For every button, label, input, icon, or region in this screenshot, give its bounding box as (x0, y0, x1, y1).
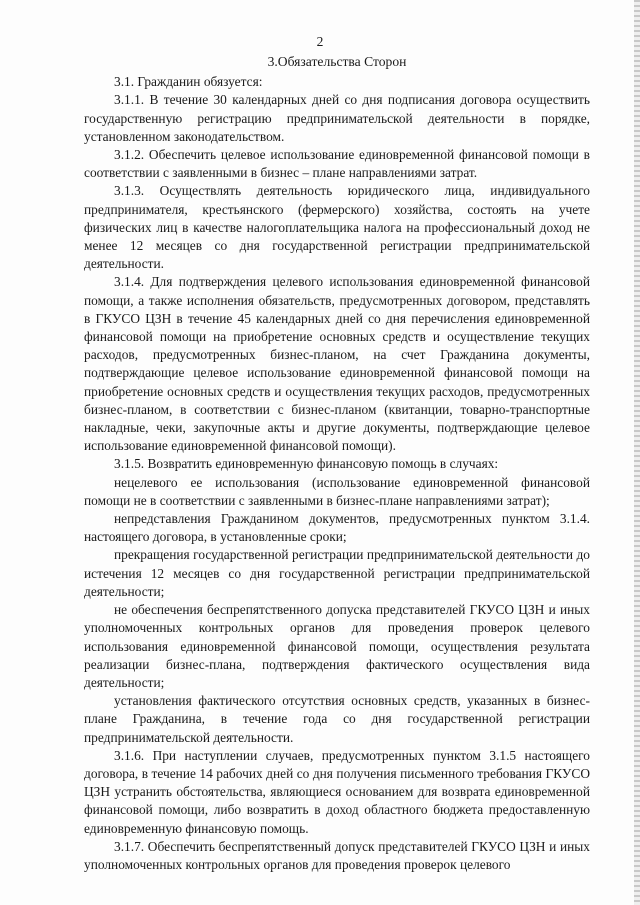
clause-3-1: 3.1. Гражданин обязуется: (114, 74, 263, 90)
clause-3-1-7: 3.1.7. Обеспечить беспрепятственный допуск представителей ГКУСО ЦЗН и иных уполномоченных контрольных органов для проведения проверок целевого (84, 838, 590, 872)
section-title: 3.Обязательства Сторон (267, 54, 407, 69)
clause-3-1-5-item-no-assets: установления фактического отсутствия основных средств, указанных в бизнес-плане Гражданина, в течение года со дня государственной регистрации предпринимательской деятельности. (84, 693, 590, 745)
scan-edge-artifact (634, 0, 640, 905)
clause-3-1-5-item-registration-ended: прекращения государственной регистрации предпринимательской деятельности до истечения 12 месяцев со дня государственной регистрации предпринимательской деятельности; (84, 547, 590, 599)
clause-3-1-5-item-no-documents: непредставления Гражданином документов, предусмотренных пунктом 3.1.4. настоящего договора, в установленные сроки; (84, 511, 590, 545)
clause-3-1-4: 3.1.4. Для подтверждения целевого использования единовременной финансовой помощи, а также исполнения обязательств, предусмотренных договором, представлять в ГКУСО ЦЗН в течение 45 календарных дней со дня перечисления единовременной финансовой помощи на приобретение основных средств и осуществление текущих расходов, предусмотренных бизнес-планом, на счет Гражданина документы, подтверждающие целевое использование единовременной финансовой помощи на приобретение основных средств и осуществления текущих расходов, предусмотренных бизнес-планом, в соответствии с бизнес-планом (квитанции, товарно-транспортные накладные, чеки, закупочные акты и другие документы, подтверждающие целевое использование единовременной финансовой помощи). (84, 274, 590, 454)
clause-3-1-6: 3.1.6. При наступлении случаев, предусмотренных пунктом 3.1.5 настоящего договора, в течение 14 рабочих дней со дня получения письменного требования ГКУСО ЦЗН устранить обстоятельства, являющиеся основанием для возврата единовременной финансовой помощи, либо возвратить в доход областного бюджета предоставленную единовременную финансовую помощь. (84, 747, 590, 836)
clause-3-1-5-item-no-access: не обеспечения беспрепятственного допуска представителей ГКУСО ЦЗН и иных уполномоченных контрольных органов для проведения проверок целевого использования единовременной финансовой помощи, осуществления результата реализации бизнес-плана, подтверждения фактического осуществления вида деятельности; (84, 602, 590, 690)
clause-3-1-5: 3.1.5. Возвратить единовременную финансовую помощь в случаях: (114, 456, 499, 472)
document-body (84, 53, 590, 874)
clause-3-1-5-item-misuse: нецелевого ее использования (использование единовременной финансовой помощи не в соответствии с заявленными в бизнес-плане направлениями затрат); (84, 474, 590, 508)
page-number: 2 (316, 34, 324, 49)
clause-3-1-2: 3.1.2. Обеспечить целевое использование единовременной финансовой помощи в соответствии с заявленными в бизнес – плане направлениями затрат. (84, 147, 590, 181)
clause-3-1-3: 3.1.3. Осуществлять деятельность юридического лица, индивидуального предпринимателя, крестьянского (фермерского) хозяйства, состоять на учете физических лиц в качестве налогоплательщика налога на профессиональный доход не менее 12 месяцев со дня государственной регистрации предпринимательской деятельности. (84, 183, 590, 272)
clause-3-1-1: 3.1.1. В течение 30 календарных дней со дня подписания договора осуществить государственную регистрацию предпринимательской деятельности в порядке, установленном законодательством. (84, 92, 590, 144)
